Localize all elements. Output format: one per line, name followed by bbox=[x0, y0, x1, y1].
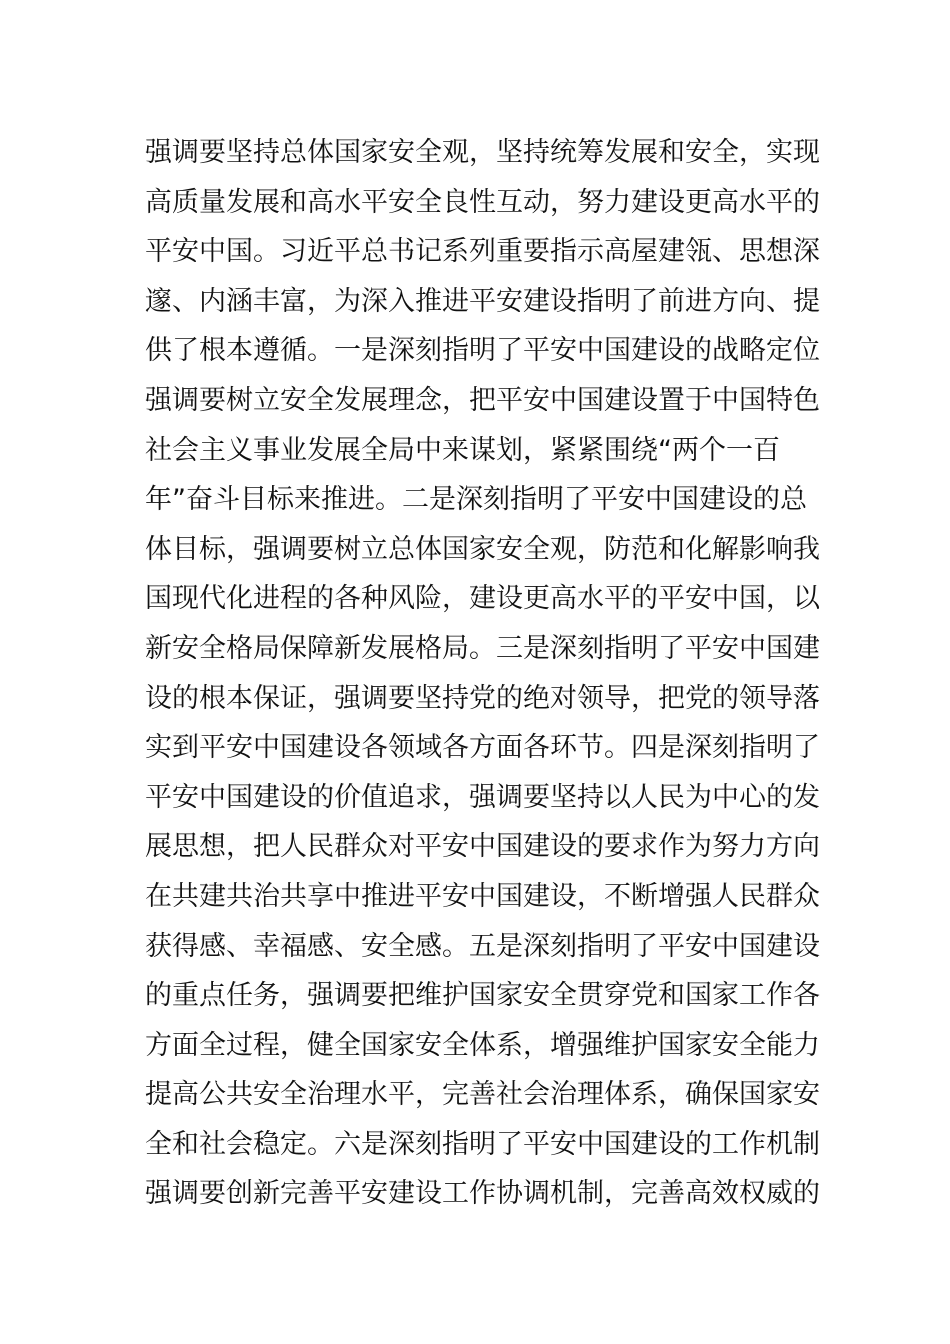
text-line: 设的根本保证，强调要坚持党的绝对领导，把党的领导落 bbox=[145, 682, 820, 714]
text-line: 提高公共安全治理水平，完善社会治理体系，确保国家安 bbox=[145, 1079, 820, 1111]
text-line: 平安中国。习近平总书记系列重要指示高屋建瓴、思想深 bbox=[145, 236, 820, 268]
text-line: 高质量发展和高水平安全良性互动，努力建设更高水平的 bbox=[145, 186, 820, 218]
text-line: 获得感、幸福感、安全感。五是深刻指明了平安中国建设 bbox=[145, 930, 820, 962]
text-line: 邃、内涵丰富，为深入推进平安建设指明了前进方向、提 bbox=[145, 285, 820, 317]
text-line: 的重点任务，强调要把维护国家安全贯穿党和国家工作各 bbox=[145, 980, 820, 1012]
text-line: 全和社会稳定。六是深刻指明了平安中国建设的工作机制 bbox=[145, 1128, 820, 1160]
body-paragraph bbox=[145, 128, 825, 1219]
text-line: 实到平安中国建设各领域各方面各环节。四是深刻指明了 bbox=[145, 732, 820, 764]
text-line: 新安全格局保障新发展格局。三是深刻指明了平安中国建 bbox=[145, 632, 820, 664]
text-line: 在共建共治共享中推进平安中国建设，不断增强人民群众 bbox=[145, 880, 820, 912]
text-line: 方面全过程，健全国家安全体系，增强维护国家安全能力 bbox=[145, 1029, 820, 1061]
text-line: 体目标，强调要树立总体国家安全观，防范和化解影响我 bbox=[145, 533, 820, 565]
text-line: 社会主义事业发展全局中来谋划，紧紧围绕“两个一百 bbox=[145, 434, 780, 466]
text-line: 年”奋斗目标来推进。二是深刻指明了平安中国建设的总 bbox=[145, 484, 807, 516]
text-line: 强调要树立安全发展理念，把平安中国建设置于中国特色 bbox=[145, 384, 820, 416]
text-line: 强调要坚持总体国家安全观，坚持统筹发展和安全，实现 bbox=[145, 137, 820, 168]
text-line: 平安中国建设的价值追求，强调要坚持以人民为中心的发 bbox=[145, 781, 820, 813]
text-line: 展思想，把人民群众对平安中国建设的要求作为努力方向 bbox=[145, 831, 820, 863]
text-line: 供了根本遵循。一是深刻指明了平安中国建设的战略定位 bbox=[145, 335, 820, 367]
text-line: 国现代化进程的各种风险，建设更高水平的平安中国，以 bbox=[145, 583, 820, 615]
text-line: 强调要创新完善平安建设工作协调机制，完善高效权威的 bbox=[145, 1178, 820, 1210]
